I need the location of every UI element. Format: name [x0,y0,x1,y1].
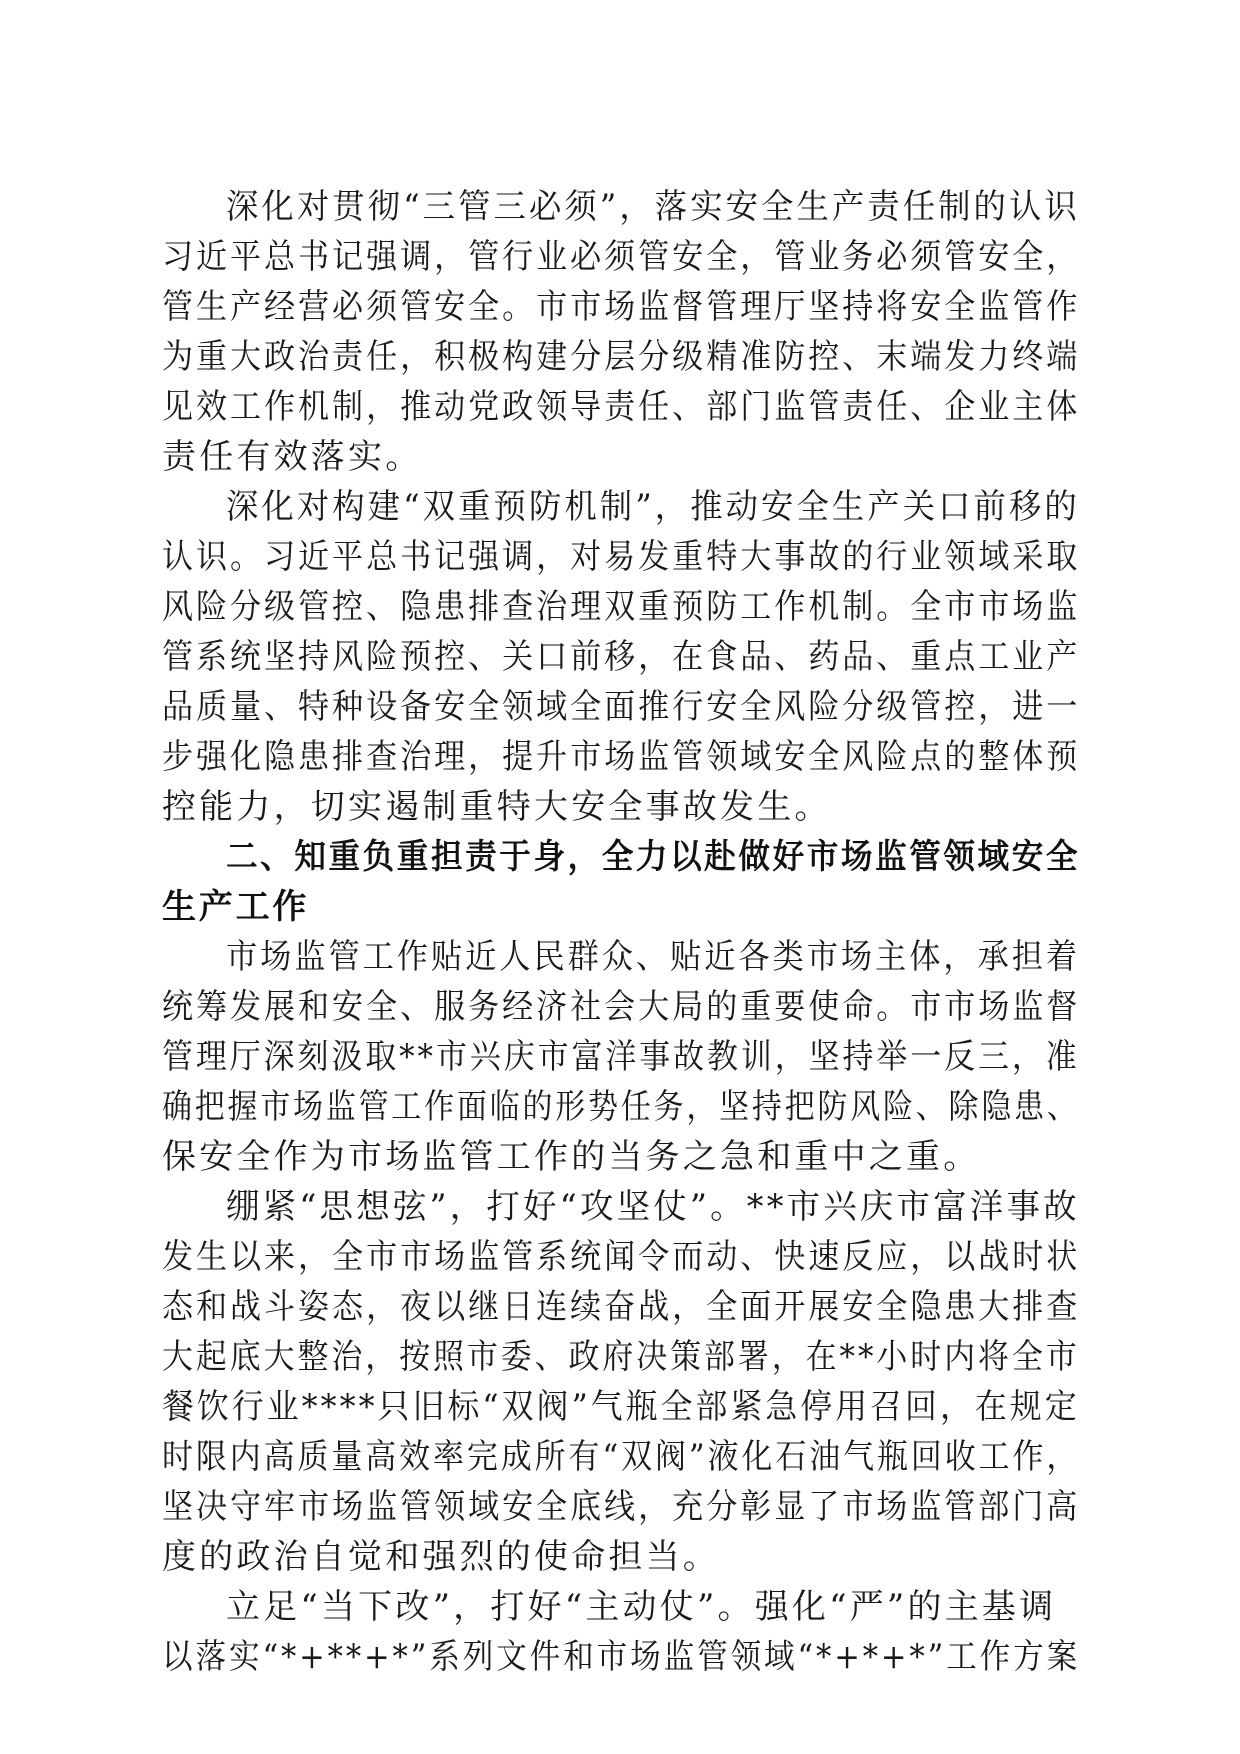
section-heading-line-2: 生产工作 [162,887,310,927]
paragraph-4-line-1: 绷紧“思想弦”，打好“攻坚仗”。**市兴庆市富洋事故 [226,1187,1080,1227]
paragraph-3-line-3: 管理厅深刻汲取**市兴庆市富洋事故教训，坚持举一反三，准 [162,1037,1080,1077]
paragraph-3-line-1: 市场监管工作贴近人民群众、贴近各类市场主体，承担着 [226,937,1081,977]
paragraph-4-line-7: 坚决守牢市场监管领域安全底线，充分彰显了市场监管部门高 [162,1487,1081,1527]
paragraph-3-line-5: 保安全作为市场监管工作的当务之急和重中之重。 [162,1137,981,1177]
paragraph-4-line-3: 态和战斗姿态，夜以继日连续奋战，全面开展安全隐患大排查 [162,1287,1081,1327]
paragraph-1-line-5: 见效工作机制，推动党政领导责任、部门监管责任、企业主体 [162,387,1081,427]
paragraph-5-line-1: 立足“当下改”，打好“主动仗”。强化“严”的主基调 [226,1587,1057,1627]
paragraph-4-line-4: 大起底大整治，按照市委、政府决策部署，在**小时内将全市 [162,1337,1080,1377]
paragraph-1-line-1: 深化对贯彻“三管三必须”，落实安全生产责任制的认识 [226,187,1080,227]
paragraph-2-line-5: 品质量、特种设备安全领域全面推行安全风险分级管控，进一 [162,687,1081,727]
paragraph-2-line-3: 风险分级管控、隐患排查治理双重预防工作机制。全市市场监 [162,587,1081,627]
section-heading-line-1: 二、知重负重担责于身，全力以赴做好市场监管领域安全 [226,837,1081,877]
paragraph-1-line-6: 责任有效落实。 [162,437,423,477]
paragraph-4-line-6: 时限内高质量高效率完成所有“双阀”液化石油气瓶回收工作， [162,1437,1081,1477]
paragraph-4-line-8: 度的政治自觉和强烈的使命担当。 [162,1537,720,1577]
paragraph-4-line-5: 餐饮行业****只旧标“双阀”气瓶全部紧急停用召回，在规定 [162,1387,1080,1427]
paragraph-3-line-4: 确把握市场监管工作面临的形势任务，坚持把防风险、除隐患、 [162,1087,1080,1127]
paragraph-1-line-2: 习近平总书记强调，管行业必须管安全，管业务必须管安全， [162,237,1081,277]
paragraph-2-line-1: 深化对构建“双重预防机制”，推动安全生产关口前移的 [226,487,1080,527]
paragraph-3-line-2: 统筹发展和安全、服务经济社会大局的重要使命。市市场监督 [162,987,1081,1027]
paragraph-2-line-2: 认识。习近平总书记强调，对易发重特大事故的行业领域采取 [162,537,1081,577]
paragraph-1-line-3: 管生产经营必须管安全。市市场监督管理厅坚持将安全监管作 [162,287,1081,327]
paragraph-2-line-4: 管系统坚持风险预控、关口前移，在食品、药品、重点工业产 [162,637,1081,677]
paragraph-5-line-2: 以落实“*+**+*”系列文件和市场监管领域“*+*+*”工作方案 [162,1637,1081,1677]
paragraph-2-line-7: 控能力，切实遏制重特大安全事故发生。 [162,787,832,827]
paragraph-2-line-6: 步强化隐患排查治理，提升市场监管领域安全风险点的整体预 [162,737,1081,777]
paragraph-4-line-2: 发生以来，全市市场监管系统闻令而动、快速反应，以战时状 [162,1237,1081,1277]
paragraph-1-line-4: 为重大政治责任，积极构建分层分级精准防控、末端发力终端 [162,337,1081,377]
